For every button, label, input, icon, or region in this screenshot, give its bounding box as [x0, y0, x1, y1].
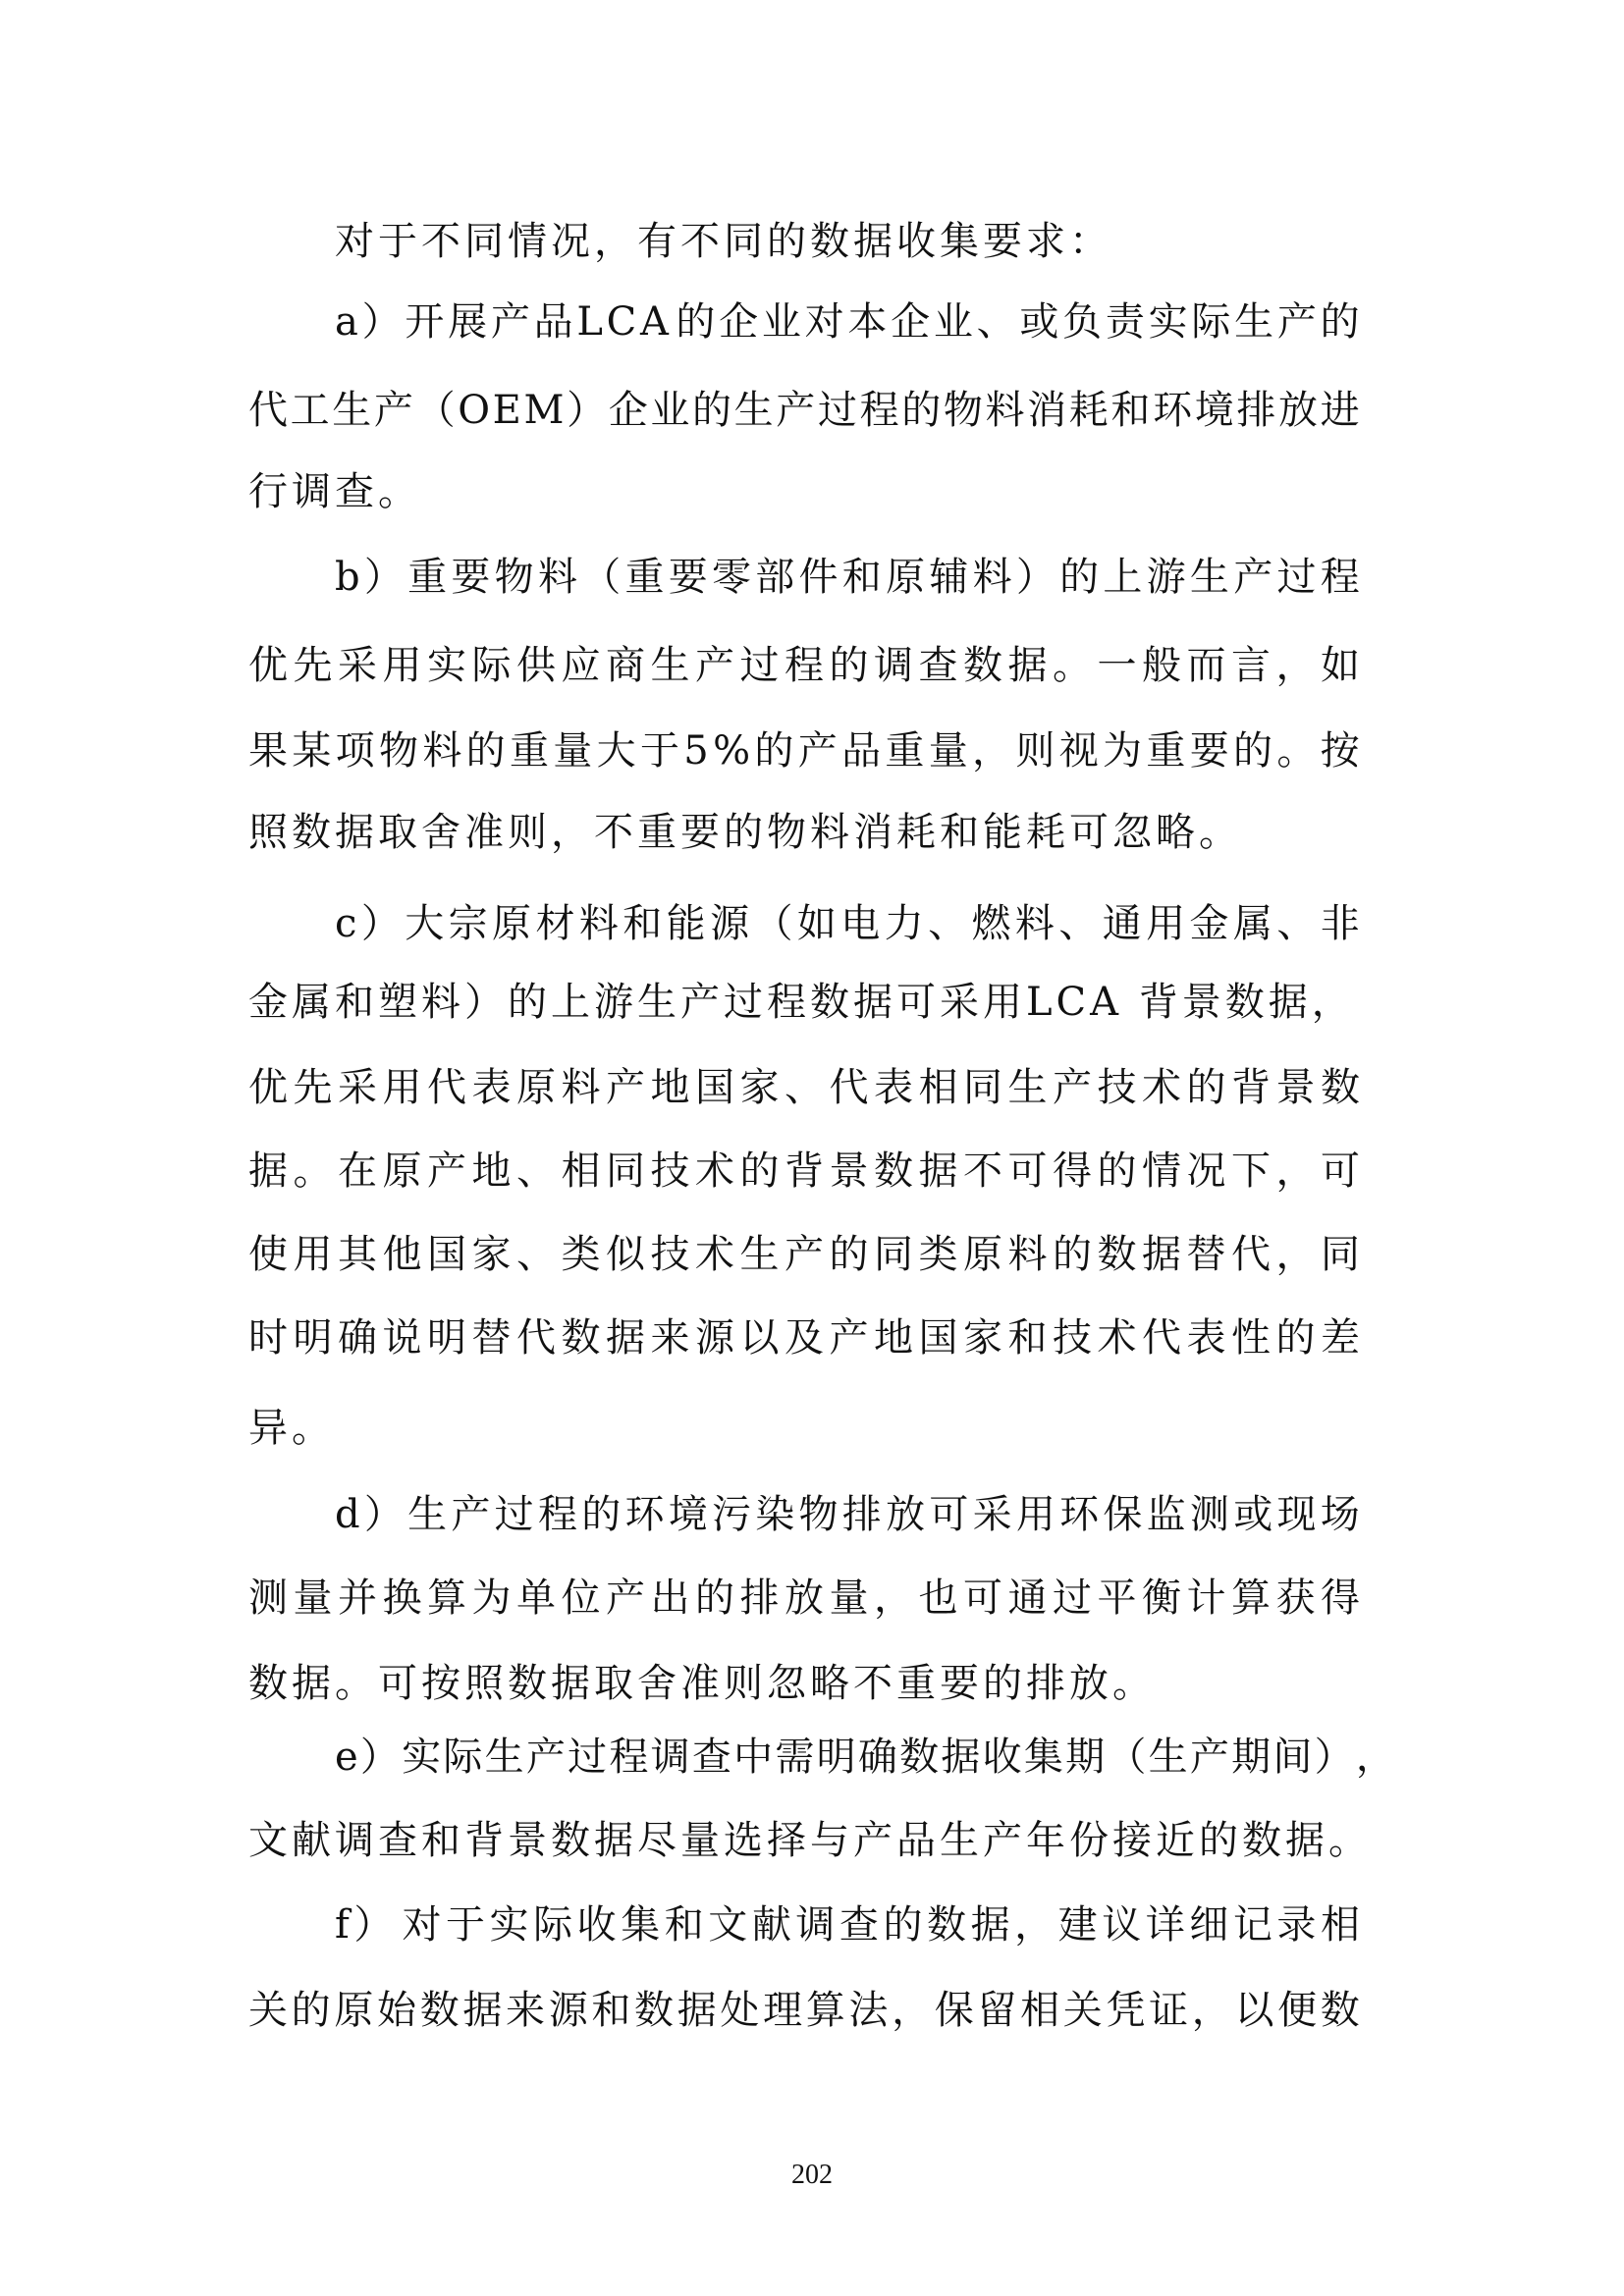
item-c-line-6: 时 明 确 说 明 替 代 数 据 来 源 以 及 产 地 国 家 和 技 术 代 表 性 的 差 [248, 1315, 1360, 1361]
item-f-line-2: 关 的 原 始 数 据 来 源 和 数 据 处 理 算 法 ， 保 留 相 关 凭 证 ， 以 便 数 [248, 1988, 1360, 2033]
item-f-line-1: f ） 对 于 实 际 收 集 和 文 献 调 查 的 数 据 ， 建 议 详 细 记 录 相 [335, 1902, 1360, 1948]
item-e-line-1: e ） 实 际 生 产 过 程 调 查 中 需 明 确 数 据 收 集 期 （ 生 产 期 间 ） ， [335, 1735, 1395, 1780]
item-d-line-3: 数据。可按照数据取舍准则忽略不重要的排放。 [248, 1661, 1156, 1706]
item-d-line-1: d ） 生 产 过 程 的 环 境 污 染 物 排 放 可 采 用 环 保 监 测 或 现 场 [335, 1492, 1360, 1537]
intro-line: 对于不同情况，有不同的数据收集要求： [335, 219, 1112, 264]
item-c-line-3: 优 先 采 用 代 表 原 料 产 地 国 家 、 代 表 相 同 生 产 技 术 的 背 景 数 [248, 1065, 1360, 1110]
item-b-line-2: 优 先 采 用 实 际 供 应 商 生 产 过 程 的 调 查 数 据 。 一 般 而 言 ， 如 [248, 643, 1360, 688]
item-b-line-4: 照数据取舍准则，不重要的物料消耗和能耗可忽略。 [248, 810, 1242, 855]
item-a-line-3: 行调查。 [248, 469, 421, 514]
item-a-line-2: 代 工 生 产 （ O E M ） 企 业 的 生 产 过 程 的 物 料 消 耗 和 环 境 排 放 进 [248, 388, 1360, 433]
item-c-line-5: 使 用 其 他 国 家 、 类 似 技 术 生 产 的 同 类 原 料 的 数 据 替 代 ， 同 [248, 1232, 1360, 1277]
item-b-line-1: b ） 重 要 物 料 （ 重 要 零 部 件 和 原 辅 料 ） 的 上 游 生 产 过 程 [335, 555, 1360, 600]
item-c-line-4: 据 。 在 原 产 地 、 相 同 技 术 的 背 景 数 据 不 可 得 的 情 况 下 ， 可 [248, 1148, 1360, 1194]
item-b-line-3: 果 某 项 物 料 的 重 量 大 于 5 % 的 产 品 重 量 ， 则 视 为 重 要 的 。 按 [248, 728, 1360, 774]
item-c-line-7: 异。 [248, 1406, 335, 1451]
item-c-line-2: 金属和塑料）的上游生产过程数据可采用LCA 背景数据， [248, 980, 1355, 1025]
item-e-line-2: 文 献 调 查 和 背 景 数 据 尽 量 选 择 与 产 品 生 产 年 份 接 近 的 数 据 。 [248, 1818, 1368, 1863]
item-c-line-1: c ） 大 宗 原 材 料 和 能 源 （ 如 电 力 、 燃 料 、 通 用 金 属 、 非 [335, 901, 1360, 946]
page-number: 202 [791, 2160, 833, 2190]
item-d-line-2: 测 量 并 换 算 为 单 位 产 出 的 排 放 量 ， 也 可 通 过 平 衡 计 算 获 得 [248, 1575, 1360, 1621]
item-a-line-1: a ） 开 展 产 品 L C A 的 企 业 对 本 企 业 、 或 负 责 实 际 生 产 的 [335, 299, 1360, 345]
